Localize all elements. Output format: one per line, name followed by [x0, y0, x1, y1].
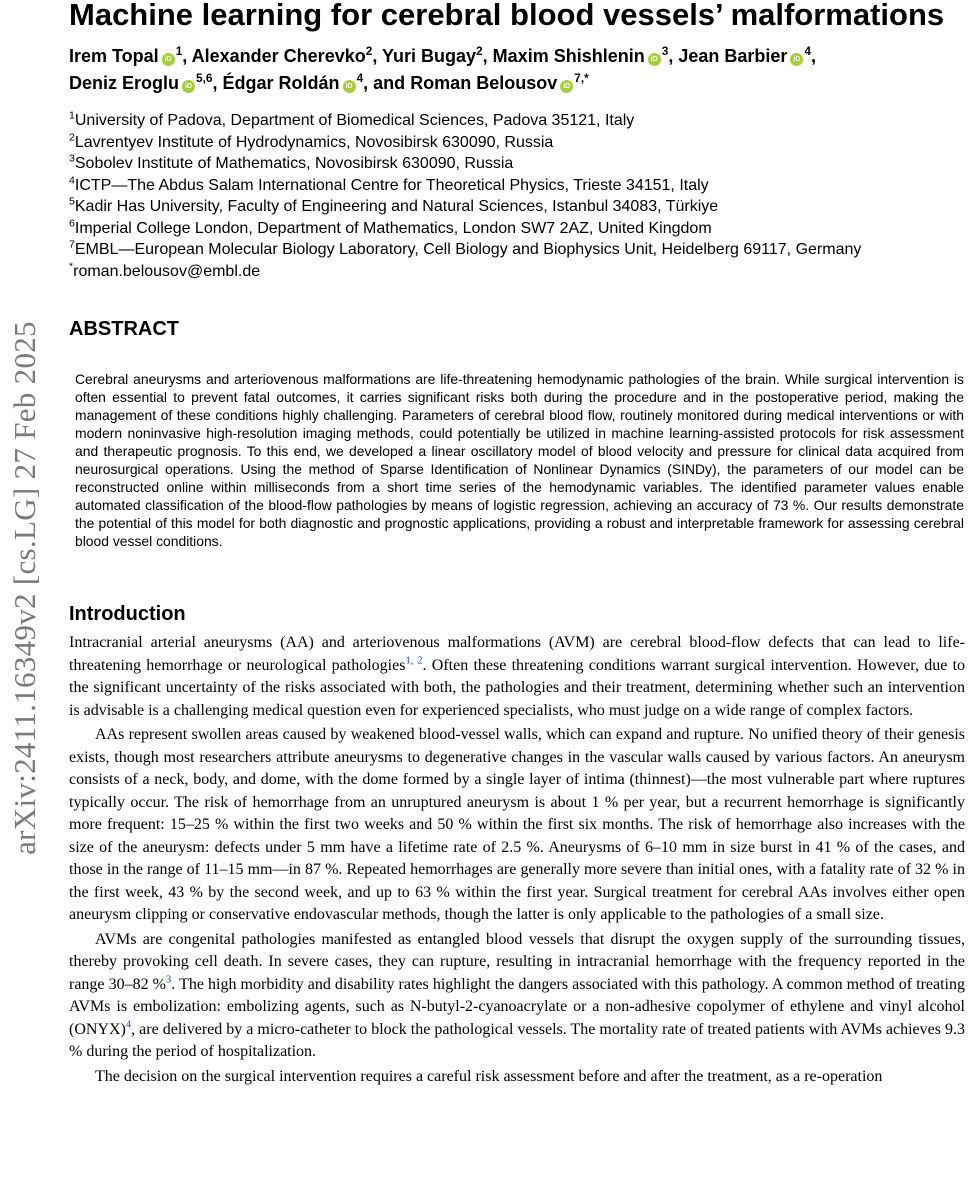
paper-title: Machine learning for cerebral blood vessels’ malformations [69, 0, 945, 32]
author-name: Maxim Shishlenin [492, 46, 645, 66]
affiliation [69, 110, 965, 132]
author [69, 46, 182, 66]
arxiv-side-identifier [4, 265, 46, 910]
author [382, 46, 483, 66]
affiliation-text: Kadir Has University, Faculty of Engineering and Natural Sciences, Istanbul 34083, Türkiye [74, 198, 719, 215]
citation: 4 [125, 1019, 132, 1031]
orcid-icon: iD [343, 80, 356, 93]
affiliation [69, 196, 965, 218]
affiliation-text: EMBL—European Molecular Biology Laboratory, Cell Biology and Biophysics Unit, Heidelberg 69117, Germany [74, 241, 862, 258]
affiliation-text: Lavrentyev Institute of Hydrodynamics, Novosibirsk 630090, Russia [74, 133, 554, 151]
introduction-heading: Introduction [69, 603, 186, 625]
affiliation [69, 218, 965, 240]
author-affiliation-mark: 1 [175, 44, 183, 58]
orcid-icon: iD [560, 80, 573, 93]
author [410, 73, 589, 93]
author-name: Alexander Cherevko [191, 46, 366, 66]
affiliation-text: University of Padova, Department of Biomedical Sciences, Padova 35121, Italy [74, 112, 635, 129]
author-affiliation-mark: 2 [476, 44, 483, 58]
author [678, 46, 811, 66]
orcid-icon: iD [648, 53, 661, 66]
affiliation [69, 261, 965, 283]
affiliation-text: roman.belousov@embl.de [73, 262, 261, 280]
author [69, 73, 213, 93]
author-name: Irem Topal [69, 46, 159, 66]
author-name: Édgar Roldán [222, 73, 340, 93]
author [192, 46, 373, 66]
author-affiliation-mark: 2 [365, 44, 373, 58]
author [223, 73, 364, 93]
affiliation-mark: 4 [69, 174, 75, 187]
affiliation-mark: 1 [69, 109, 75, 122]
introduction-body [69, 632, 965, 1088]
author-list: Irem Topal $iD^1$, Alexander Cherevko$^2$, Yuri Bugay$^2$, Maxim Shishlenin $iD^3$, Jean Barbier $iD^4$, Deniz Eroglu iD$^{5,6}$, Édgar Roldán $iD^4$, and Roman Belousov $iD^{7,*}$ [69, 44, 817, 93]
author-name: Jean Barbier [678, 46, 788, 66]
author-affiliation-mark: 3 [661, 44, 669, 58]
affiliation-mark: 3 [69, 152, 75, 165]
orcid-icon: iD [182, 80, 195, 93]
abstract-heading: ABSTRACT [69, 318, 179, 340]
author-affiliation-mark: 4 [356, 71, 364, 85]
author-affiliation-mark: 7,* [574, 71, 589, 85]
affiliation-mark: 7 [69, 238, 75, 251]
paper-page [69, 0, 965, 1088]
affiliation-text: ICTP—The Abdus Salam International Centre for Theoretical Physics, Trieste 34151, Italy [74, 176, 709, 194]
affiliation-mark: 2 [69, 131, 75, 144]
paragraph: AVMs are congenital pathologies manifested as entangled blood vessels that disrupt the oxygen supply of the surrounding tissues, thereby provoking cell death. In severe cases, they can rupture, resulting in intracranial hemorrhage with the frequency reported in the range 30–82 %$^3$. The high morbidity and disability rates highlight the dangers associated with this pathology. A common method of treating AVMs is embolization: embolizing agents, such as N-butyl-2-cyanoacrylate or a non-adhesive copolymer of ethylene and vinyl alcohol (ONYX)$^4$, are delivered by a micro-catheter to block the pathological vessels. The mortality rate of treated patients with AVMs achieves 9.3 % during the period of hospitalization. [69, 930, 965, 1060]
paragraph: Intracranial arterial aneurysms (AA) and arteriovenous malformations (AVM) are cerebral blood-flow defects that can lead to life-threatening hemorrhage or neurological pathologies$^{1, 2}$. Often these threatening conditions warrant surgical intervention. However, due to the significant uncertainty of the risks associated with both, the pathologies and their treatment, determining whether such an intervention is advisable is a challenging medical question even for experienced specialists, who must judge on a wide range of complex factors. [69, 634, 966, 719]
author-name: Roman Belousov [410, 73, 558, 93]
abstract-body: Cerebral aneurysms and arteriovenous malformations are life-threatening hemodynamic pathologies of the brain. While surgical intervention is often essential to prevent fatal outcomes, it carries significant risks both during the procedure and in the postoperative period, making the management of these conditions highly challenging. Parameters of cerebral blood flow, routinely monitored during medical interventions or with modern noninvasive high-resolution imaging methods, could potentially be utilized in machine learning-assisted protocols for risk assessment and therapeutic prognosis. To this end, we developed a linear oscillatory model of blood velocity and pressure for clinical data acquired from neurosurgical operations. Using the method of Sparse Identification of Nonlinear Dynamics (SINDy), the parameters of our model can be reconstructed online within milliseconds from a short time series of the hemodynamic variables. The identified parameter values enable automated classification of the blood-flow pathologies by means of logistic regression, achieving an accuracy of 73 %. Our results demonstrate the potential of this model for both diagnostic and prognostic applications, providing a robust and interpretable framework for assessing cerebral blood vessel conditions. [75, 371, 964, 549]
orcid-icon: iD [790, 53, 803, 66]
paragraph: AAs represent swollen areas caused by weakened blood-vessel walls, which can expand and rupture. No unified theory of their genesis exists, though most researchers attribute aneurysms to degenerative changes in the vascular walls caused by various factors. An aneurysm consists of a neck, body, and dome, with the dome formed by a single layer of intima (thinnest)—the most vulnerable part where ruptures typically occur. The risk of hemorrhage from an unruptured aneurysm is about 1 % per year, but a recurrent hemorrhage is significantly more frequent: 15–25 % within the first two weeks and 50 % within the first six months. The risk of hemorrhage also increases with the size of the aneurysm: defects under 5 mm have a lifetime rate of 2.5 %. Aneurysms of 6–10 mm in size burst in 41 % of the cases, and those in the range of 11–15 mm—in 87 %. Repeated hemorrhages are generally more severe than initial ones, with a fatality rate of 32 % in the first week, 43 % by the second week, and up to 63 % within the first year. Surgical treatment for cerebral AAs involves either open aneurysm clipping or conservative endovascular methods, though the latter is only applicable to the pathologies of a small size. [69, 726, 965, 923]
affiliation-mark: 5 [69, 195, 75, 208]
author [493, 46, 669, 66]
arxiv-identifier-text: arXiv:2411.16349v2 [cs.LG] 27 Feb 2025 [7, 320, 42, 855]
citation: 1, 2 [405, 655, 423, 667]
citation: 3 [166, 974, 172, 986]
author-name: Deniz Eroglu [69, 73, 180, 93]
affiliation [69, 175, 965, 197]
orcid-icon: iD [162, 53, 175, 66]
affiliation-mark: * [69, 260, 74, 273]
affiliation-text: Imperial College London, Department of Mathematics, London SW7 2AZ, United Kingdom [74, 219, 712, 237]
affiliation-mark: 6 [69, 217, 75, 230]
paragraph: The decision on the surgical intervention requires a careful risk assessment before and after the treatment, as a re-operation [95, 1067, 883, 1085]
affiliation [69, 239, 965, 261]
affiliation-text: Sobolev Institute of Mathematics, Novosibirsk 630090, Russia [74, 155, 514, 172]
author-affiliation-mark: 5,6 [196, 71, 213, 85]
author-name: Yuri Bugay [382, 46, 477, 66]
author-affiliation-mark: 4 [804, 44, 812, 58]
affiliation [69, 153, 965, 175]
affiliation-list [69, 110, 965, 282]
affiliation [69, 132, 965, 154]
